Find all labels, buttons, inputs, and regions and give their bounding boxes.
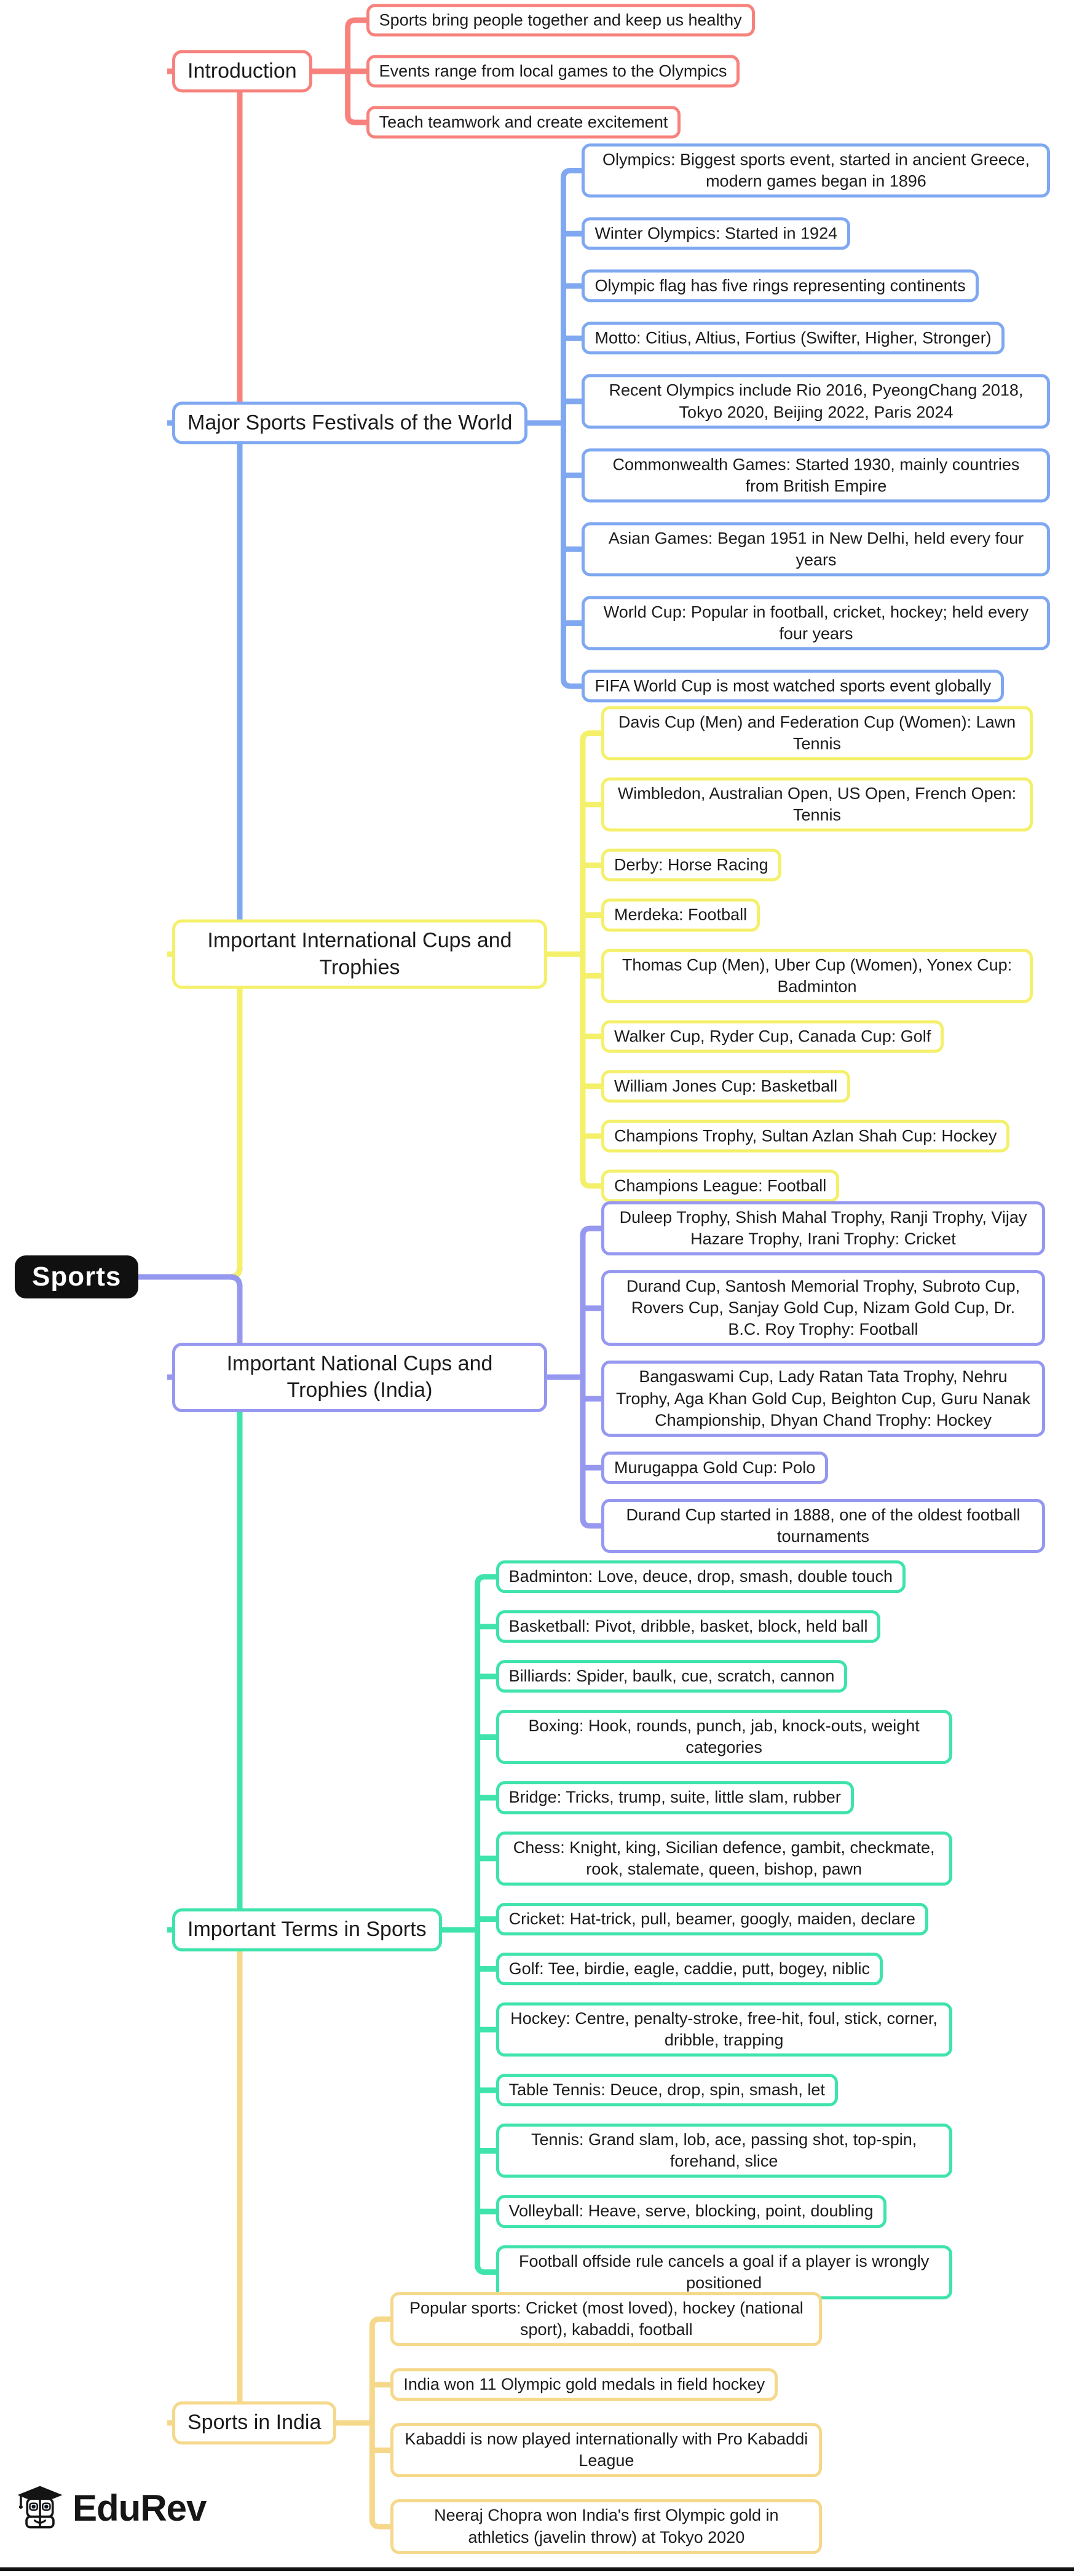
footer-divider <box>0 2567 1074 2571</box>
mindmap-node: Merdeka: Football <box>601 899 760 931</box>
mindmap-node: Walker Cup, Ryder Cup, Canada Cup: Golf <box>601 1020 944 1053</box>
mindmap-node: Asian Games: Began 1951 in New Delhi, held every four years <box>582 522 1050 576</box>
branch-block <box>172 1201 1045 1553</box>
branch-children <box>366 4 755 138</box>
mindmap-node: Murugappa Gold Cup: Polo <box>601 1452 828 1484</box>
mindmap-node: India won 11 Olympic gold medals in field hockey <box>390 2368 778 2401</box>
branch-label: Sports in India <box>172 2401 336 2444</box>
mindmap-node: Neeraj Chopra won India's first Olympic gold in athletics (javelin throw) at Tokyo 2020 <box>390 2500 822 2554</box>
root-node: Sports <box>15 1255 138 1298</box>
branch-label: Important National Cups and Trophies (India) <box>172 1342 547 1412</box>
branch-label: Important International Cups and Trophies <box>172 919 547 989</box>
mindmap-node: Commonwealth Games: Started 1930, mainly countries from British Empire <box>582 448 1050 502</box>
mindmap-node: Recent Olympics include Rio 2016, PyeongChang 2018, Tokyo 2020, Beijing 2022, Paris 2024 <box>582 374 1050 429</box>
branch-children <box>582 143 1050 702</box>
mindmap-node: Olympics: Biggest sports event, started in ancient Greece, modern games began in 1896 <box>582 143 1050 197</box>
mindmap-node: Boxing: Hook, rounds, punch, jab, knock-outs, weight categories <box>496 1710 952 1764</box>
edurev-logo-icon <box>16 2484 64 2532</box>
mindmap-node: Winter Olympics: Started in 1924 <box>582 218 850 250</box>
mindmap-node: Durand Cup, Santosh Memorial Trophy, Subroto Cup, Rovers Cup, Sanjay Gold Cup, Nizam Gold Cup, Dr. B.C. Roy Trophy: Football <box>601 1270 1045 1346</box>
branch-label: Major Sports Festivals of the World <box>172 401 527 444</box>
edurev-logo-text: EduRev <box>73 2487 207 2529</box>
mindmap-node: Badminton: Love, deuce, drop, smash, double touch <box>496 1560 906 1593</box>
mindmap-node: Davis Cup (Men) and Federation Cup (Women): Lawn Tennis <box>601 706 1033 760</box>
mindmap-node: Bangaswami Cup, Lady Ratan Tata Trophy, Nehru Trophy, Aga Khan Gold Cup, Beighton Cup, Guru Nanak Championship, Dhyan Chand Trophy: Hockey <box>601 1361 1045 1436</box>
branch-children <box>496 1560 952 2299</box>
mindmap-node: Thomas Cup (Men), Uber Cup (Women), Yonex Cup: Badminton <box>601 949 1033 1003</box>
mindmap-node: Hockey: Centre, penalty-stroke, free-hit, foul, stick, corner, dribble, trapping <box>496 2002 952 2056</box>
branch-children <box>390 2292 822 2554</box>
mindmap-node: Sports bring people together and keep us healthy <box>366 4 755 36</box>
mindmap-node: Champions Trophy, Sultan Azlan Shah Cup: Hockey <box>601 1120 1009 1152</box>
mindmap-node: Golf: Tee, birdie, eagle, caddie, putt, bogey, niblic <box>496 1953 883 1985</box>
mindmap-node: Volleyball: Heave, serve, blocking, point, doubling <box>496 2195 886 2228</box>
branch-block <box>172 2292 822 2554</box>
branch-label: Important Terms in Sports <box>172 1908 442 1951</box>
mindmap-node: FIFA World Cup is most watched sports event globally <box>582 670 1004 703</box>
mindmap-node: Kabaddi is now played internationally with Pro Kabaddi League <box>390 2423 822 2477</box>
mindmap-node: Derby: Horse Racing <box>601 849 781 882</box>
branch-block <box>172 143 1050 702</box>
branch-block <box>172 1560 952 2299</box>
mindmap-node: Olympic flag has five rings representing continents <box>582 270 978 302</box>
mindmap-node: Football offside rule cancels a goal if a player is wrongly positioned <box>496 2245 952 2299</box>
mindmap-node: Motto: Citius, Altius, Fortius (Swifter, Higher, Stronger) <box>582 322 1004 355</box>
branch-block <box>172 706 1033 1202</box>
branch-children <box>601 1201 1045 1553</box>
mindmap-node: Chess: Knight, king, Sicilian defence, gambit, checkmate, rook, stalemate, queen, bishop, pawn <box>496 1831 952 1886</box>
mindmap-node: World Cup: Popular in football, cricket, hockey; held every four years <box>582 596 1050 650</box>
mindmap-node: Bridge: Tricks, trump, suite, little slam, rubber <box>496 1782 854 1814</box>
branch-block <box>172 4 755 138</box>
branch-children <box>601 706 1033 1202</box>
mindmap-node: Durand Cup started in 1888, one of the oldest football tournaments <box>601 1499 1045 1553</box>
mindmap-node: Tennis: Grand slam, lob, ace, passing shot, top-spin, forehand, slice <box>496 2124 952 2178</box>
branch-label: Introduction <box>172 50 312 93</box>
mindmap-node: Champions League: Football <box>601 1169 839 1202</box>
mindmap-node: Popular sports: Cricket (most loved), hockey (national sport), kabaddi, football <box>390 2292 822 2346</box>
mindmap-node: Table Tennis: Deuce, drop, spin, smash, let <box>496 2074 838 2106</box>
mindmap-node: Events range from local games to the Olympics <box>366 55 740 87</box>
mindmap-node: Basketball: Pivot, dribble, basket, block, held ball <box>496 1610 881 1643</box>
mindmap-node: Wimbledon, Australian Open, US Open, French Open: Tennis <box>601 778 1033 832</box>
mindmap-node: Cricket: Hat-trick, pull, beamer, googly, maiden, declare <box>496 1903 928 1935</box>
mindmap-node: Duleep Trophy, Shish Mahal Trophy, Ranji Trophy, Vijay Hazare Trophy, Irani Trophy: Cricket <box>601 1201 1045 1255</box>
mindmap-node: Billiards: Spider, baulk, cue, scratch, cannon <box>496 1660 848 1693</box>
mindmap-node: William Jones Cup: Basketball <box>601 1070 850 1102</box>
mindmap-node: Teach teamwork and create excitement <box>366 106 681 139</box>
